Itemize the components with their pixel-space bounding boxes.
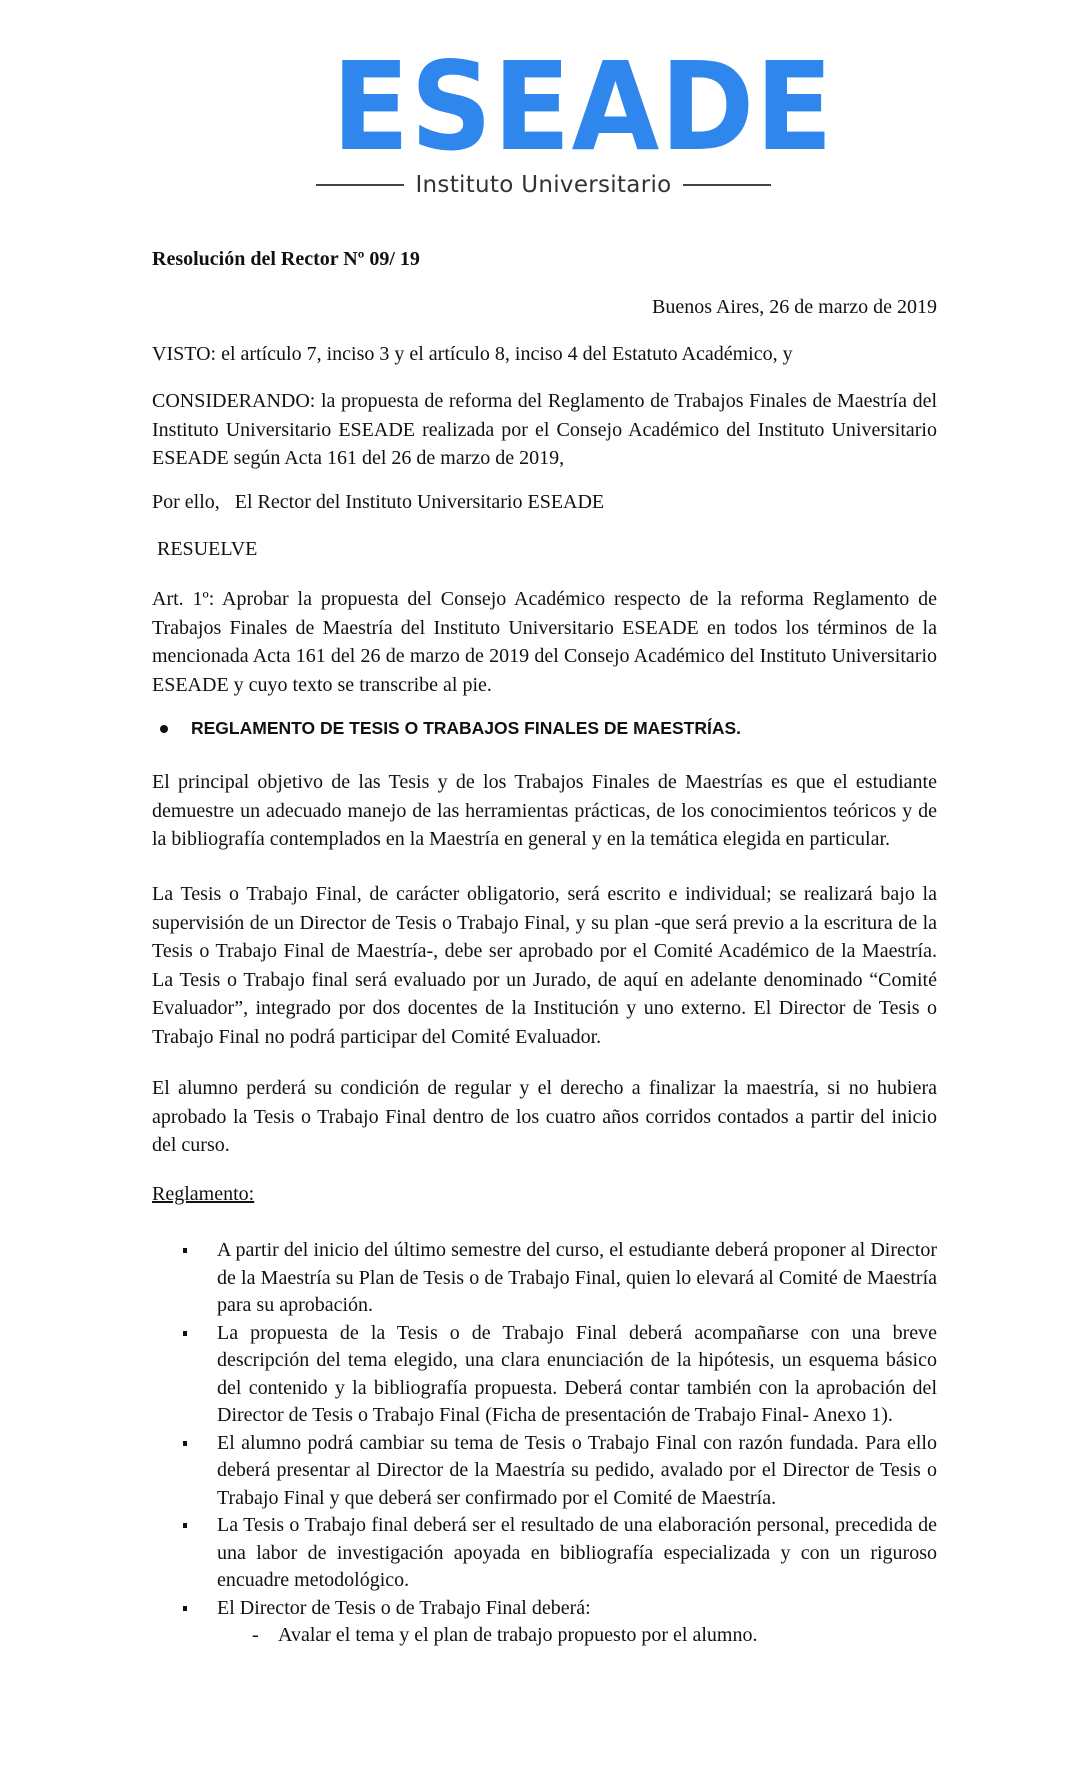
dash-bullet-icon: -: [252, 1624, 259, 1646]
section-heading-text: REGLAMENTO DE TESIS O TRABAJOS FINALES DE MAESTRÍAS.: [191, 718, 742, 738]
reglamento-list: [183, 1237, 937, 1650]
logo-rule-left: [316, 184, 404, 186]
visto-paragraph: VISTO: el artículo 7, inciso 3 y el artículo 8, inciso 4 del Estatuto Académico, y: [152, 343, 793, 365]
thesis-paragraph: La Tesis o Trabajo Final, de carácter obligatorio, será escrito e individual; se realizará bajo la supervisión de un Director de Tesis o Trabajo Final, y su plan -que será previo a la escritura de la Tesis o Trabajo Final de Maestría-, debe ser aprobado por el Comité Académico de la Maestría. La Tesis o Trabajo final será evaluado por un Jurado, de aquí en adelante denominado “Comité Evaluador”, integrado por dos docentes de la Institución y uno externo. El Director de Tesis o Trabajo Final no podrá participar del Comité Evaluador.: [152, 883, 937, 1048]
reglamento-label: Reglamento:: [152, 1183, 255, 1205]
section-heading: [160, 718, 741, 739]
article-1-paragraph: Art. 1º: Aprobar la propuesta del Consejo Académico respecto de la reforma Reglamento de Trabajos Finales de Maestría del Instituto Universitario ESEADE en todos los términos de la mencionada Acta 161 del 26 de marzo de 2019 del Consejo Académico del Instituto Universitario ESEADE y cuyo texto se transcribe al pie.: [152, 588, 937, 696]
list-item: El alumno podrá cambiar su tema de Tesis o Trabajo Final con razón fundada. Para ello deberá presentar al Director de la Maestría su pedido, avalado por el Director de Tesis o Trabajo Final y que deberá ser confirmado por el Comité de Maestría.: [183, 1430, 937, 1513]
square-bullet-icon: [183, 1331, 187, 1336]
square-bullet-icon: [183, 1606, 187, 1611]
logo-wordmark: ESEADE: [331, 36, 834, 178]
bullet-dot-icon: [160, 725, 168, 733]
logo-rule-right: [683, 184, 771, 186]
por-ello-line: Por ello, El Rector del Instituto Universitario ESEADE: [152, 491, 605, 513]
considerando-paragraph: CONSIDERANDO: la propuesta de reforma del Reglamento de Trabajos Finales de Maestría del Instituto Universitario ESEADE realizada por el Consejo Académico del Instituto Universitario ESEADE según Acta 161 del 26 de marzo de 2019,: [152, 390, 937, 469]
eseade-logo: [316, 36, 834, 198]
logo-tagline: Instituto Universitario: [415, 172, 672, 198]
resolution-title: Resolución del Rector Nº 09/ 19: [152, 248, 420, 270]
regular-status-paragraph: El alumno perderá su condición de regular y el derecho a finalizar la maestría, si no hubiera aprobado la Tesis o Trabajo Final dentro de los cuatro años corridos contados a partir del inicio del curso.: [152, 1077, 937, 1156]
square-bullet-icon: [183, 1523, 187, 1528]
list-item: La Tesis o Trabajo final deberá ser el resultado de una elaboración personal, precedida de una labor de investigación apoyada en bibliografía especializada y con un riguroso encuadre metodológico.: [183, 1512, 937, 1595]
list-item: El Director de Tesis o de Trabajo Final deberá:: [183, 1595, 937, 1623]
square-bullet-icon: [183, 1441, 187, 1446]
objective-paragraph: El principal objetivo de las Tesis y de los Trabajos Finales de Maestrías es que el estudiante demuestre un adecuado manejo de las herramientas prácticas, de los conocimientos teóricos y de la bibliografía contemplados en la Maestría en general y en la temática elegida en particular.: [152, 771, 937, 850]
square-bullet-icon: [183, 1248, 187, 1253]
list-item: A partir del inicio del último semestre del curso, el estudiante deberá proponer al Director de la Maestría su Plan de Tesis o de Trabajo Final, quien lo elevará al Comité de Maestría para su aprobación.: [183, 1237, 937, 1320]
resuelve-heading: RESUELVE: [152, 538, 258, 560]
list-item: La propuesta de la Tesis o de Trabajo Final deberá acompañarse con una breve descripción del tema elegido, una clara enunciación de la hipótesis, un esquema básico del contenido y la bibliografía propuesta. Deberá contar también con la aprobación del Director de Tesis o Trabajo Final (Ficha de presentación de Trabajo Final- Anexo 1).: [183, 1320, 937, 1430]
logo-tagline-row: [316, 170, 771, 200]
resolution-date: Buenos Aires, 26 de marzo de 2019: [652, 296, 937, 318]
sub-list-item: - Avalar el tema y el plan de trabajo propuesto por el alumno.: [183, 1622, 937, 1650]
